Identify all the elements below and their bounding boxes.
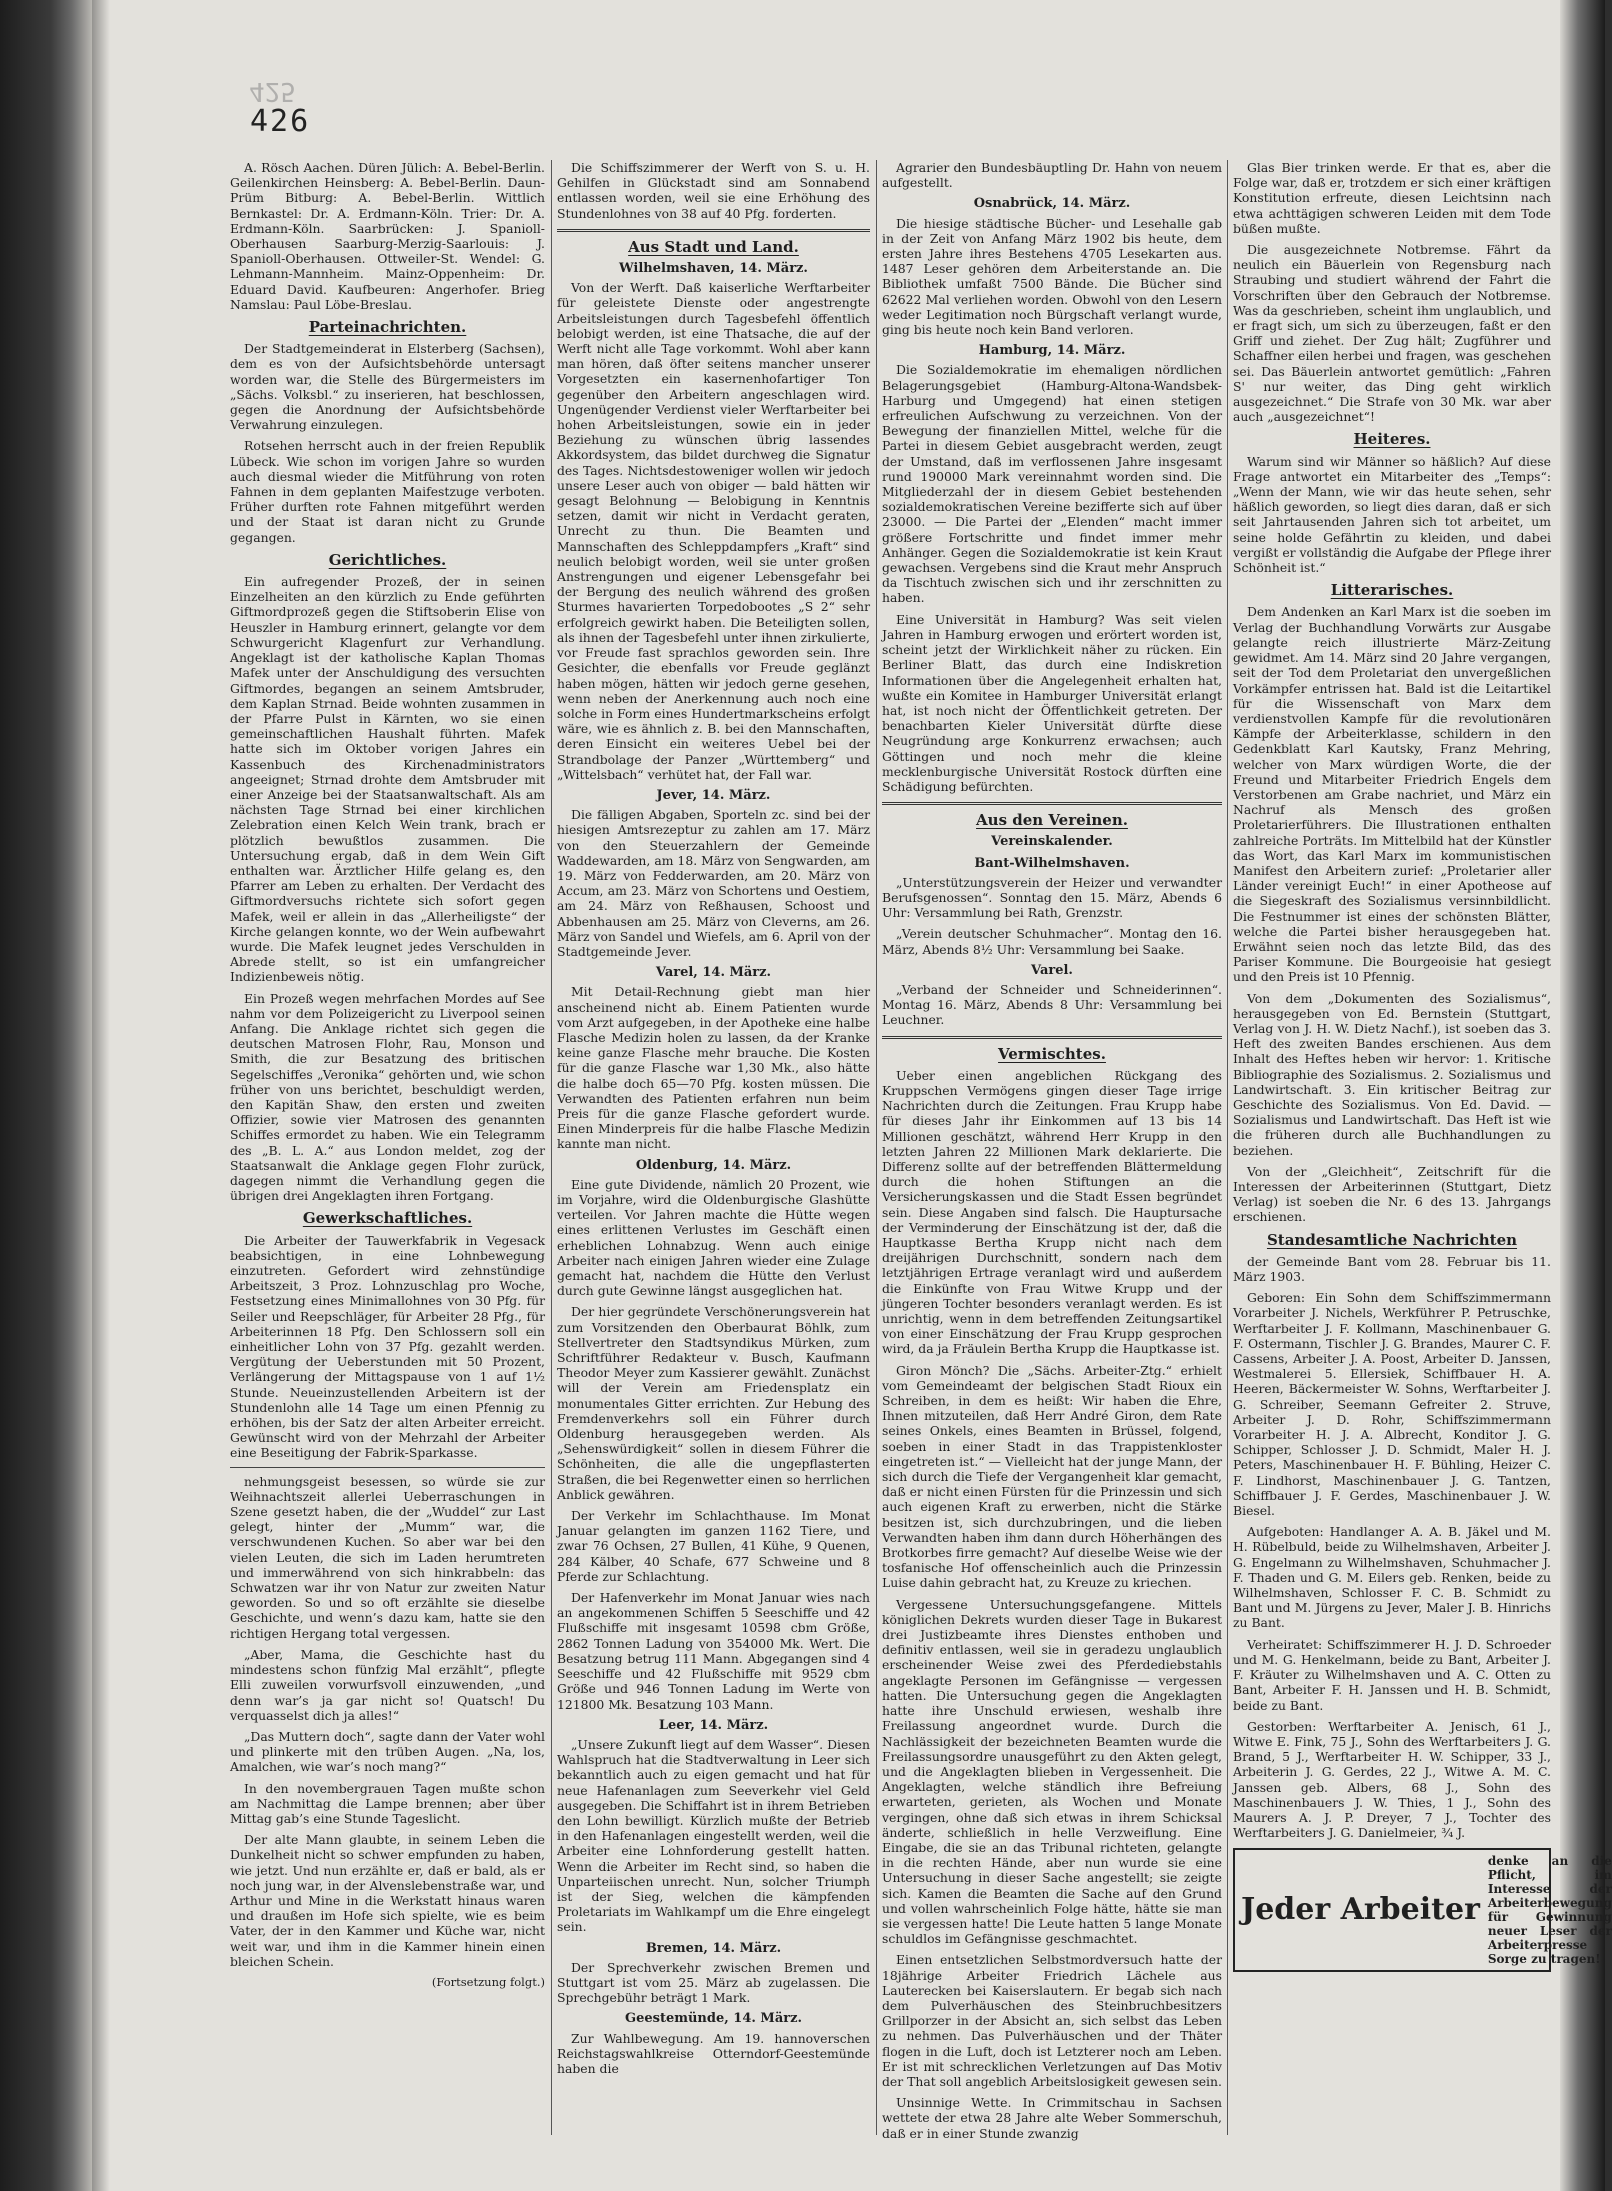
article-paragraph: Einen entsetzlichen Selbstmordversuch hatte der 18jährige Arbeiter Friedrich Lächele aus Lauterecken bei Kaiserslautern. Er begab sich nach dem Pulverhäuschen des Steinbruchbesitzers Grillporzer in der Absicht an, sich selbst das Leben zu nehmen. Das Pulverhäuschen und der Thäter flogen in die Luft, doch ist Letzterer noch am Leben. Er ist mit schrecklichen Verletzungen auf Das Motiv der That soll angeblich Arbeitslosigkeit gewesen sein.: [882, 1952, 1222, 2089]
article-paragraph: A. Rösch Aachen. Düren Jülich: A. Bebel-Berlin. Geilenkirchen Heinsberg: A. Bebel-Berlin. Daun-Prüm Bitburg: A. Bebel-Berlin. Wittlich Bernkastel: Dr. A. Erdmann-Köln. Trier: Dr. A. Erdmann-Köln. Saarbrücken: J. Spanioll-Oberhausen Saarburg-Merzig-Saarlouis: J. Spanioll-Oberhausen. Ottweiler-St. Wendel: G. Lehmann-Mannheim. Mainz-Oppenheim: Dr. Eduard David. Kaufbeuren: Angerhofer. Brieg Namslau: Paul Löbe-Breslau.: [230, 160, 545, 312]
dateline: Osnabrück, 14. März.: [973, 196, 1131, 212]
divider-double-rule: [882, 1036, 1222, 1039]
article-paragraph: „Unterstützungsverein der Heizer und verwandter Berufsgenossen“. Sonntag den 15. März, Abends 6 Uhr: Versammlung bei Rath, Grenzstr.: [882, 874, 1222, 921]
article-paragraph: Ueber einen angeblichen Rückgang des Kruppschen Vermögens gingen dieser Tage irrige Nachrichten durch die Zeitungen. Frau Krupp habe für dieses Jahr ihr Einkommen auf 13 bis 14 Millionen geschätzt, während Herr Krupp in den letzten Jahren 22 Millionen Mark deklarierte. Die Differenz sollte auf der betreffenden Blättermeldung durch die hohen Stiftungen an die Versicherungskassen und die Stadt Essen begründet sein. Diese Angaben sind falsch. Die Hauptursache der Verminderung der Einschätzung ist der, daß die Hauptkasse Bertha Krupp nicht nach dem dreijährigen Durchschnitt, sondern nach dem letztjährigen Ertrage veranlagt wird und außerdem die Einkünfte von Frau Witwe Krupp und der jüngeren Tochter besonders veranlagt werden. Es ist unrichtig, wenn in dem betreffenden Zeitungsartikel von einer Einschätzung der Frau Krupp gesprochen wird, da ja Fräulein Bertha Krupp die Hauptkasse ist.: [882, 1067, 1222, 1357]
column-1: [230, 160, 545, 2140]
column-divider: [876, 160, 877, 2135]
dateline: Bremen, 14. März.: [645, 1940, 782, 1956]
dateline: Wilhelmshaven, 14. März.: [619, 261, 808, 277]
article-paragraph: Der Hafenverkehr im Monat Januar wies nach an angekommenen Schiffen 5 Seeschiffe und 42 Flußschiffe mit insgesamt 10598 cbm Größe, 2862 Tonnen Ladung von 354000 Mk. Wert. Die Besatzung betrug 111 Mann. Abgegangen sind 4 Seeschiffe und 42 Flußschiffe mit 9529 cbm Größe und 946 Tonnen Ladung im Werte von 121800 Mk. Besatzung 103 Mann.: [557, 1590, 870, 1712]
article-paragraph: In den novembergrauen Tagen mußte schon am Nachmittag die Lampe brennen; aber über Mittag gab’s eine Stunde Tageslicht.: [230, 1780, 545, 1826]
article-paragraph: Geboren: Ein Sohn dem Schiffszimmermann Vorarbeiter J. Nichels, Werkführer P. Petruschke, Werftarbeiter J. F. Kollmann, Maschinenbauer G. F. Ostermann, Tischler J. G. Brandes, Maurer C. F. Cassens, Arbeiter J. A. Poost, Arbeiter D. Janssen, Westmalerei 5. Ellersiek, Schiffbauer H. A. Heeren, Bäckermeister W. Sohns, Werftarbeiter J. G. Schreiber, Seemann Gefreiter 2. Struve, Arbeiter J. D. Rohr, Schiffszimmermann Vorarbeiter H. J. A. Albrecht, Konditor J. G. Schipper, Schlosser J. D. Schmidt, Maler H. J. Peters, Maschinenbauer H. F. Bühling, Heizer C. F. Lindhorst, Maschinenbauer J. G. Tantzen, Schiffbauer J. F. Gerdes, Maschinenbauer J. W. Biesel.: [1233, 1290, 1551, 1519]
article-paragraph: Der Sprechverkehr zwischen Bremen und Stuttgart ist vom 25. März ab zugelassen. Die Sprechgebühr beträgt 1 Mark.: [557, 1959, 870, 2006]
article-paragraph: der Gemeinde Bant vom 28. Februar bis 11. März 1903.: [1233, 1253, 1551, 1285]
article-paragraph: „Das Muttern doch“, sagte dann der Vater wohl und plinkerte mit den trüben Augen. „Na, los, Amalchen, wie war’s noch mang?“: [230, 1728, 545, 1775]
dateline: Jever, 14. März.: [656, 787, 771, 803]
section-heading: Gewerkschaftliches.: [302, 1209, 473, 1228]
article-paragraph: Eine gute Dividende, nämlich 20 Prozent, wie im Vorjahre, wird die Oldenburgische Glashütte verteilen. Vor Jahren machte die Hütte wegen eines erlittenen Verlustes im Geschäft einen erheblichen Lohnabzug. Wenn auch einige Arbeiter nach einigen Jahren wieder eine Zulage gemacht hat, nachdem die Hütte den Verlust durch gute Gewinne längst ausgeglichen hat.: [557, 1176, 870, 1299]
article-paragraph: Ein aufregender Prozeß, der in seinen Einzelheiten an den kürzlich zu Ende geführten Giftmordprozeß gegen die Stiftsoberin Elise von Heuszler in Hamburg erinnert, gelangte vor dem Schwurgericht Klagenfurt zur Verhandlung. Angeklagt ist der katholische Kaplan Thomas Mafek unter der Anschuldigung des versuchten Giftmordes, begangen an seinem Amtsbruder, dem Kaplan Strnad. Beide wohnten zusammen in der Pfarre Pulst in Kärnten, wo sie einen gemeinschaftlichen Haushalt führten. Mafek hatte sich im Oktober vorigen Jahres ein Kassenbuch des Kirchenadministrators angeeignet; Strnad drohte dem Amtsbruder mit einer Anzeige bei der Staatsanwaltschaft. Als am nächsten Tage Strnad bei einer kirchlichen Zelebration einen Kelch Wein trank, brach er plötzlich bewußtlos zusammen. Die Untersuchung ergab, daß in dem Wein Gift enthalten war. Ärztlicher Hilfe gelang es, den Pfarrer am Leben zu erhalten. Der Verdacht des Giftmordversuchs richtete sich sofort gegen Mafek, weil er allein in das „Allerheiligste“ der Kirche gelangen konnte, wo der Wein aufbewahrt wurde. Die Mafek leugnet jedes Verschulden in Abrede stellt, so ist ein umfangreicher Indizienbeweis nötig.: [230, 574, 545, 985]
article-paragraph: Der Stadtgemeinderat in Elsterberg (Sachsen), dem es von der Aufsichtsbehörde untersagt worden war, die Stelle des Bürgermeisters im „Sächs. Volksbl.“ zu inserieren, hat beschlossen, gegen die Anordnung der Aufsichtsbehörde Verwahrung einzulegen.: [230, 341, 545, 433]
divider-double-rule: [557, 229, 870, 232]
continuation-note: (Fortsetzung folgt.): [431, 1974, 545, 1989]
dateline: Varel, 14. März.: [655, 965, 772, 981]
column-divider: [551, 160, 552, 2135]
article-paragraph: Verheiratet: Schiffszimmerer H. J. D. Schroeder und M. G. Henkelmann, beide zu Bant, Arbeiter J. F. Kräuter zu Wilhelmshaven und A. C. Otten zu Bant, Arbeiter F. H. Janssen und H. B. Schmidt, beide zu Bant.: [1233, 1636, 1551, 1713]
article-paragraph: Glas Bier trinken werde. Er that es, aber die Folge war, daß er, trotzdem er sich einer kräftigen Konstitution erfreute, diesen Leichtsinn nach etwa achttägigen schweren Leiden mit dem Tode büßen mußte.: [1233, 160, 1551, 236]
divider-double-rule: [882, 802, 1222, 805]
section-heading: Parteinachrichten.: [308, 318, 467, 337]
dateline: Vereinskalender.: [991, 834, 1113, 850]
article-paragraph: Ein Prozeß wegen mehrfachen Mordes auf See nahm vor dem Polizeigericht zu Liverpool seinen Anfang. Die Anklage richtet sich gegen die deutschen Matrosen Flohr, Rau, Monson und Smith, die zur Besatzung des britischen Segelschiffes „Veronika“ gehörten und, wie schon früher von uns berichtet, beschuldigt werden, den Kapitän Shaw, den ersten und zweiten Offizier, sowie vier Matrosen des genannten Schiffes ermordet zu haben. Wie ein Telegramm des „B. L. A.“ aus London meldet, zog der Staatsanwalt die Anklage gegen Flohr zurück, dagegen nimmt die Verhandlung gegen die übrigen drei Angeklagten ihren Fortgang.: [230, 990, 545, 1204]
article-paragraph: Von der „Gleichheit“, Zeitschrift für die Interessen der Arbeiterinnen (Stuttgart, Dietz Verlag) ist soeben die Nr. 6 des 13. Jahrgangs erschienen.: [1233, 1163, 1551, 1225]
article-paragraph: Zur Wahlbewegung. Am 19. hannoverschen Reichstagswahlkreise Otterndorf-Geestemünde haben die: [557, 2030, 870, 2076]
article-paragraph: Aufgeboten: Handlanger A. A. B. Jäkel und M. H. Rübelbuld, beide zu Wilhelmshaven, Arbeiter J. G. Engelmann zu Wilhelmshaven, Schuhmacher J. F. Thaden und G. M. Eilers geb. Renken, beide zu Wilhelmshaven, Schlosser F. C. B. Schmidt zu Bant und M. Jürgens zu Jever, Maler J. B. Hinrichs zu Bant.: [1233, 1524, 1551, 1631]
article-paragraph: Eine Universität in Hamburg? Was seit vielen Jahren in Hamburg erwogen und erörtert worden ist, scheint jetzt der Wirklichkeit näher zu rücken. Ein Berliner Blatt, das durch eine Indiskretion Informationen über die Angelegenheit erhalten hat, wußte ein Komitee in Hamburger Universität erlangt hat, ist noch nicht der Öffentlichkeit getreten. Der benachbarten Kieler Universität dürfte diese Neugründung arge Konkurrenz erwachsen; auch Göttingen und noch mehr die kleine mecklenburgische Universität Rostock dürften eine Schädigung befürchten.: [882, 611, 1222, 794]
section-heading: Aus den Vereinen.: [976, 811, 1128, 830]
dateline: Geestemünde, 14. März.: [624, 2011, 803, 2027]
article-paragraph: Der hier gegründete Verschönerungsverein hat zum Vorsitzenden den Oberbaurat Böhlk, zum Stellvertreter den Stadtsyndikus Mürken, zum Schriftführer Redakteur v. Busch, Kaufmann Theodor Meyer zum Kassierer gewählt. Zunächst will der Verein am Friedensplatz ein monumentales Gitter errichten. Zur Hebung des Fremdenverkehrs soll ein Führer durch Oldenburg herausgegeben werden. Als „Sehenswürdigkeit“ sollen in diesem Führer die Schönheiten, die alle die ungepflasterten Straßen, die bei Regenwetter einen so herrlichen Anblick gewähren.: [557, 1304, 870, 1502]
page-edge-shadow: [92, 0, 110, 2191]
article-paragraph: Die ausgezeichnete Notbremse. Fährt da neulich ein Bäuerlein von Regensburg nach Straubing und studiert während der Fahrt die Vorschriften über den Gebrauch der Notbremse. Was da geschrieben, scheint ihm unglaublich, und er fragt sich, um sich zu überzeugen, faßt er den Griff und ziehet. Der Zug hält; Zugführer und Schaffner eilen herbei und fragen, was geschehen sei. Das Bäuerlein antwortet gemütlich: „Fahren S' nur weiter, das Ding geht wirklich ausgezeichnet.“ Die Strafe von 30 Mk. war aber auch „ausgezeichnet“!: [1233, 242, 1551, 425]
section-heading: Standesamtliche Nachrichten: [1266, 1230, 1518, 1249]
article-paragraph: Von dem „Dokumenten des Sozialismus“, herausgegeben von Ed. Bernstein (Stuttgart, Verlag von J. H. W. Dietz Nachf.), ist soeben das 3. Heft des zweiten Bandes erschienen. Aus dem Inhalt des Heftes heben wir hervor: 1. Kritische Bibliographie des Sozialismus. 2. Sozialismus und Landwirtschaft. 3. Ein kritischer Beitrag zur Geschichte des Sozialismus. Von Ed. David. — Sozialismus und Landwirtschaft. Das Heft ist wie die früheren durch alle Buchhandlungen zu beziehen.: [1233, 990, 1551, 1158]
article-paragraph: Rotsehen herrscht auch in der freien Republik Lübeck. Wie schon im vorigen Jahre so wurden auch diesmal wieder die Mitführung von roten Fahnen in dem geplanten Maifestzuge verboten. Früher durften rote Fahnen mitgeführt werden und der Staat ist daran nicht zu Grunde gegangen.: [230, 438, 545, 545]
article-paragraph: „Verband der Schneider und Schneiderinnen“. Montag 16. März, Abends 8 Uhr: Versammlung bei Leuchner.: [882, 981, 1222, 1028]
ad-text: denke an die Pflicht, im Interesse der Arbeiterbewegung für Gewinnung neuer Leser der Arbeiterpresse Sorge zu tragen!: [1487, 1854, 1612, 1967]
article-paragraph: Die hiesige städtische Bücher- und Lesehalle gab in der Zeit von Anfang März 1902 bis heute, dem ersten Jahre ihres Bestehens 4705 Lesekarten aus. 1487 Leser gehören dem Arbeiterstande an. Die Bibliothek umfaßt 7500 Bände. Die Bücher sind 62622 Mal verliehen worden. Obwohl von den Lesern weder Legitimation noch Bürgschaft verlangt wurde, ging bis heute noch kein Band verloren.: [882, 215, 1222, 338]
dateline: Leer, 14. März.: [658, 1717, 769, 1733]
section-heading: Litterarisches.: [1330, 581, 1454, 600]
article-paragraph: Die fälligen Abgaben, Sporteln zc. sind bei der hiesigen Amtsrezeptur zu zahlen am 17. März von den Steuerzahlern der Gemeinde Waddewarden, am 18. März von Sengwarden, am 19. März von Fedderwarden, am 20. März von Accum, am 23. März von Schortens und Oestiem, am 24. März von Reßhausen, Schoost und Abbenhausen am 25. März von Cleverns, am 26. März von Sandel und Wiefels, am 6. April von der Stadtgemeinde Jever.: [557, 807, 870, 959]
article-paragraph: Warum sind wir Männer so häßlich? Auf diese Frage antwortet ein Mitarbeiter des „Temps“: „Wenn der Mann, wie wir das heute sehen, sehr häßlich geworden, so liegt dies daran, daß er sich seit Jahrtausenden Jahren sich tot arbeitet, um seine holde Gefährtin zu kleiden, und dabei vergißt er vollständig die Aufgabe der Pflege ihrer Schönheit ist.“: [1233, 453, 1551, 576]
section-heading: Gerichtliches.: [328, 550, 447, 569]
article-paragraph: nehmungsgeist besessen, so würde sie zur Weihnachtszeit allerlei Ueberraschungen in Szene gesetzt haben, die der „Wuddel“ zur Last gelegt, hinter der „Mumm“ war, die verschwundenen Kuchen. So aber war bei den vielen Leuten, die sich im Laden herumtreten und immerwährend von sich hinkrabbeln: das Schwatzen war ihr von Natur zur zweiten Natur geworden. So und so oft erzählte sie dieselbe Geschichte, und wenn’s dazu kam, hatte sie den richtigen Hergang total vergessen.: [230, 1473, 545, 1641]
article-paragraph: Von der Werft. Daß kaiserliche Werftarbeiter für geleistete Dienste oder angestrengte Arbeitsleistungen durch Tagesbefehl öffentlich belobigt werden, ist eine Thatsache, die auf der Werft nicht alle Tage vorkommt. Wohl aber kann man hören, daß öfter seitens mancher unserer Vorgesetzten ein kasernenhofartiger Ton gegenüber den Arbeitern angeschlagen wird. Ungenügender Verdienst vieler Werftarbeiter bei hohen Arbeitsleistungen, sowie ein in jeder Beziehung zu wünschen übrig lassendes Akkordsystem, das bildet durchweg die Signatur des Tages. Nichtsdestoweniger wollen wir jedoch unsere Leser auch von obiger — bald hätten wir gesagt Belohnung — Belobigung in Kenntnis setzen, damit wir nicht in Verdacht geraten, Unrecht zu thun. Die Beamten und Mannschaften des Schleppdampfers „Kraft“ sind neulich belobigt worden, weil sie unter großen Anstrengungen und eigener Lebensgefahr bei der Bergung des neulich während des großen Sturmes havarierten Torpedobootes „S 2“ sehr erfolgreich gewirkt haben. Die Beteiligten sollen, als ihnen der Tagesbefehl unter ihnen zirkulierte, vor Freude fast sprachlos geworden sein. Ihre Gesichter, die ebenfalls vor Freude geglänzt haben mögen, hätten wir jedoch gerne gesehen, wenn neben der Anerkennung auch noch eine solche in Form eines Hundertmarkscheins erfolgt wäre, wie es ähnlich z. B. bei den Mannschaften, deren Einsicht ein weiteres Uebel bei der Strandbolage der Panzer „Württemberg“ und „Wittelsbach“ verhütet hat, der Fall war.: [557, 280, 870, 782]
article-paragraph: Dem Andenken an Karl Marx ist die soeben im Verlag der Buchhandlung Vorwärts zur Ausgabe gelangte reich illustrierte März-Zeitung gewidmet. Am 14. März sind 20 Jahre vergangen, seit der Tod dem Proletariat den unvergeßlichen Vorkämpfer entrissen hat. Bald ist die Leitartikel für die Wissenschaft von Marx dem verdienstvollen Kampfe für die revolutionären Kämpfe der Arbeiterklasse, schildern in den Gedenkblatt Karl Kautsky, Franz Mehring, welcher von Marx würdigen Worte, die der Freund und Mitarbeiter Friedrich Engels dem Verstorbenen am Grabe nachriet, und März ein Nachruf als Mensch des großen Proletarierführers. Die Illustrationen enthalten zahlreiche Porträts. Im Mittelbild hat der Künstler das Wort, das Karl Marx im kommunistischen Manifest den Arbeitern zurief: „Proletarier aller Länder vereinigt Euch!“ in einer Apotheose auf die Siegeskraft des Sozialismus versinnbildlicht. Die Festnummer ist eines der schönsten Blätter, welche die Partei bisher herausgegeben hat. Erwähnt seien noch das letzte Bild, das des Pariser Kommune. Die Bourgeoisie hat gesiegt und den Preis ist 10 Pfennig.: [1233, 604, 1551, 985]
ad-headline: Jeder Arbeiter: [1241, 1892, 1480, 1928]
article-paragraph: Die Sozialdemokratie im ehemaligen nördlichen Belagerungsgebiet (Hamburg-Altona-Wandsbek-Harburg und Umgegend) hat einen stetigen erfreulichen Aufschwung zu verzeichnen. Von der Bewegung der finanziellen Mittel, welche für die Partei in diesem Gebiet ausgebracht werden, zeugt der Umstand, daß im verflossenen Jahre insgesamt rund 190000 Mark vereinnahmt worden sind. Die Mitgliederzahl der in diesem Gebiet bestehenden sozialdemokratischen Vereine bezifferte sich auf über 23000. — Die Partei der „Elenden“ macht immer größere Fortschritte und findet immer mehr Anhänger. Gegen die Sozialdemokratie ist kein Kraut gewachsen. Vergebens sind die Kraut mehr Anspruch da Tischtuch zwischen sich und ihr zerschnitten zu haben.: [882, 362, 1222, 606]
article-paragraph: Der Verkehr im Schlachthause. Im Monat Januar gelangten im ganzen 1162 Tiere, und zwar 76 Ochsen, 27 Bullen, 41 Kühe, 9 Quenen, 284 Kälber, 40 Schafe, 677 Schweine und 8 Pferde zur Schlachtung.: [557, 1508, 870, 1584]
dateline: Bant-Wilhelmshaven.: [974, 855, 1130, 871]
article-paragraph: Vergessene Untersuchungsgefangene. Mittels königlichen Dekrets wurden dieser Tage in Bukarest drei Justizbeamte ihres Dienstes enthoben und definitiv entlassen, weil sie in geradezu unglaublich erscheinender Weise zwei des Pferdediebstahls angeklagte Personen im Gefängnisse — vergessen hatten. Die Untersuchung gegen die Angeklagten hatte ihre Unschuld erwiesen, weshalb ihre Freilassung angeordnet wurde. Durch die Nachlässigkeit der bezeichneten Beamten wurde die Freilassungsordre unausgeführt zu den Akten gelegt, und die Angeklagten blieben in Vergessenheit. Die Angeklagten, welche ständlich ihre Befreiung erwarteten, gerieten, als Wochen und Monate vergingen, ohne daß sich etwas in ihrem Schicksal änderte, schließlich in helle Verzweiflung. Eine Eingabe, die sie an das Tribunal richteten, gelangte in die rechten Hände, aber nun wurde sie eine Untersuchung in dieser Sache angestellt; sie zeigte sich. Kamen die Beamten die Sache auf den Grund und vollen wahrscheinlich Folge hätte, hätte sie man sie vergessen hatte! Die Leute hatten 5 lange Monate schuldlos im Gefängnisse geschmachtet.: [882, 1596, 1222, 1947]
article-paragraph: „Unsere Zukunft liegt auf dem Wasser“. Diesen Wahlspruch hat die Stadtverwaltung in Leer sich bekanntlich auch zu eigen gemacht und hat für neue Hafenanlagen zum Seeverkehr viel Geld ausgegeben. Die Schiffahrt ist in ihrem Betrieben den Lohn bewilligt. Kürzlich mußte der Betrieb in den Hafenanlagen eingestellt werden, weil die Arbeiter eine Lohnforderung gestellt hatten. Wenn die Arbeiter im Recht sind, so haben die Unparteiischen unrecht. Nun, solcher Triumph ist der Sieg, welchen die kämpfenden Proletariats im Wahlkampf um die Ehre eingelegt sein.: [557, 1736, 870, 1935]
article-paragraph: Agrarier den Bundesbäuptling Dr. Hahn von neuem aufgestellt.: [882, 160, 1222, 191]
article-paragraph: Mit Detail-Rechnung giebt man hier anscheinend nicht ab. Einem Patienten wurde vom Arzt aufgegeben, in der Apotheke eine halbe Flasche Medizin holen zu lassen, da der Kranke keine ganze Flasche mehr brauche. Die Kosten für die ganze Flasche war 1,30 Mk., also hätte die halbe doch 65—70 Pfg. kosten müssen. Die Verwandten des Patienten erfahren nun beim Preis für die ganze Flasche gefordert wurde. Einen Minderpreis für die halbe Flasche Medizin kannte man nicht.: [557, 984, 870, 1152]
advertisement-box: [1233, 1848, 1612, 1972]
article-paragraph: Die Arbeiter der Tauwerkfabrik in Vegesack beabsichtigen, in eine Lohnbewegung einzutreten. Gefordert wird zehnstündige Arbeitszeit, 3 Proz. Lohnzuschlag pro Woche, Festsetzung eines Minimallohnes von 30 Pfg. für Seiler und Reepschläger, für Arbeiter 28 Pfg., für Arbeiterinnen 18 Pfg. Den Schlossern soll ein einheitlicher Lohn von 37 Pfg. gezahlt werden. Vergütung der Ueberstunden mit 50 Prozent, Verlängerung der Mittagspause von 1 auf 1½ Stunde. Neueinzustellenden Arbeitern ist der Stundenlohn alle 14 Tage um einen Pfennig zu erhöhen, bis der Satz der alten Arbeiter erreicht. Gewünscht wird von der Mehrzahl der Arbeiter eine Beseitigung der Fabrik-Sparkasse.: [230, 1232, 545, 1461]
section-heading: Aus Stadt und Land.: [628, 237, 799, 256]
dateline: Oldenburg, 14. März.: [635, 1157, 792, 1173]
article-paragraph: „Aber, Mama, die Geschichte hast du mindestens schon fünfzig Mal erzählt“, pflegte Elli zuweilen vorwurfsvoll einzuwenden, „und denn war’s ja gar nicht so! Quatsch! Du verquasselst dich ja alles!“: [230, 1646, 545, 1723]
article-paragraph: Unsinnige Wette. In Crimmitschau in Sachsen wettete der etwa 28 Jahre alte Weber Sommerschuh, daß er in einer Stunde zwanzig: [882, 2095, 1222, 2141]
article-paragraph: Die Schiffszimmerer der Werft von S. u. H. Gehilfen in Glückstadt sind am Sonnabend entlassen worden, weil sie eine Erhöhung des Stundenlohnes von 38 auf 40 Pfg. forderten.: [557, 160, 870, 221]
divider-rule: [230, 1467, 545, 1468]
page-number-ghost: 425: [249, 76, 296, 106]
article-paragraph: Der alte Mann glaubte, in seinem Leben die Dunkelheit nicht so schwer empfunden zu haben, wie jetzt. Und nun erzählte er, daß er bald, als er noch jung war, in der Alvenslebenstraße war, und Arthur und Mine in die Werkstatt hinaus waren und draußen im Hofe sich spielte, wie es beim Vater, der in den Kammer und Küche war, nicht weit war, und ihm in die Kammer hinein einen bleichen Schein.: [230, 1832, 545, 1969]
article-paragraph: Giron Mönch? Die „Sächs. Arbeiter-Ztg.“ erhielt vom Gemeindeamt der belgischen Stadt Rioux ein Schreiben, in dem es heißt: Wir haben die Ehre, Ihnen mitzuteilen, daß Herr André Giron, dem Rate seines Onkels, eines Beamten in Brüssel, folgend, soeben in einer Stadt in das Trappistenkloster eingetreten ist.“ — Vielleicht hat der junge Mann, der sich durch die Tiefe der Vergangenheit klar gemacht, daß er nicht einen Fürsten für die Prinzessin und sich auch eigenen Kraft zu erwerben, nicht die Stärke besitzen ist, sich durchzubringen, und die lieben Verwandten haben ihm dann durch Höherhängen des Brotkorbes firre gemacht? Auf dieselbe Weise wie der tosfanische Hof offenscheinlich auch die Prinzessin Luise dahin gebracht hat, zu Kreuze zu kriechen.: [882, 1362, 1222, 1591]
article-paragraph: „Verein deutscher Schuhmacher“. Montag den 16. März, Abends 8½ Uhr: Versammlung bei Saake.: [882, 926, 1222, 957]
scan-binding-shadow: [0, 0, 92, 2191]
column-3: [882, 160, 1222, 2140]
column-2: [557, 160, 870, 2140]
dateline: Hamburg, 14. März.: [978, 343, 1126, 359]
page-number: 426: [250, 104, 311, 139]
dateline: Varel.: [1031, 962, 1073, 978]
section-heading: Heiteres.: [1353, 430, 1431, 449]
section-heading: Vermischtes.: [998, 1044, 1106, 1063]
column-4: [1233, 160, 1612, 2140]
article-paragraph: Gestorben: Werftarbeiter A. Jenisch, 61 J., Witwe E. Fink, 75 J., Sohn des Werftarbeiters J. G. Brand, 5 J., Werftarbeiter H. W. Schipper, 33 J., Arbeiterin J. G. Gerdes, 22 J., Witwe A. M. C. Janssen geb. Albers, 68 J., Sohn des Maschinenbauers J. W. Thies, 1 J., Sohn des Maurers A. J. P. Dreyer, 7 J., Tochter des Werftarbeiters J. G. Danielmeier, ¾ J.: [1233, 1718, 1551, 1841]
column-divider: [1227, 160, 1228, 2135]
